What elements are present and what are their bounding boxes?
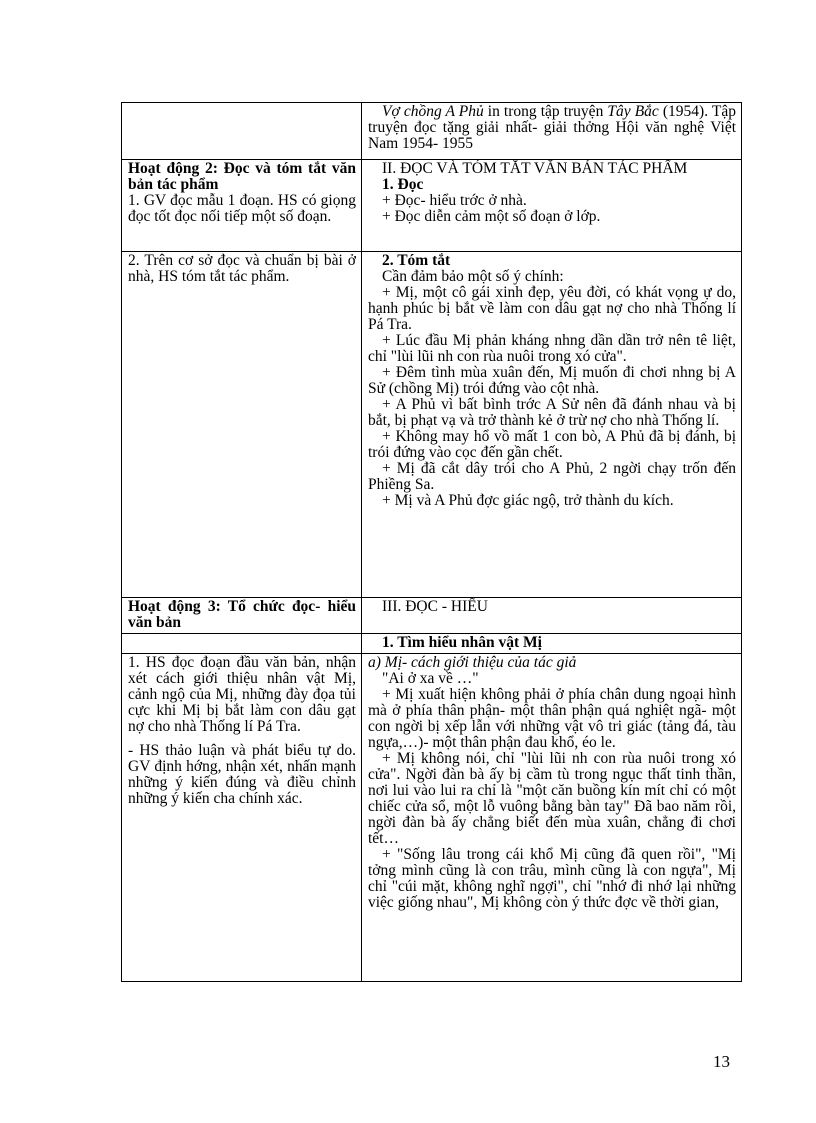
activity-3-title: Hoạt động 3: Tổ chức đọc- hiểu văn bản	[128, 598, 356, 631]
character-subheading: 1. Tìm hiểu nhân vật Mị	[382, 634, 542, 651]
row4-left-cell	[122, 598, 362, 634]
page-number: 13	[713, 1052, 730, 1071]
row1-right-cell	[362, 103, 742, 160]
summary-subheading: 2. Tóm tắt	[382, 252, 451, 269]
list-item: + Lúc đầu Mị phản kháng nhng dần dần trở nên tê liệt, chỉ "lùi lũi nh con rùa nuôi trong xó cửa".	[368, 332, 736, 365]
work-title: Vợ chồng A Phủ	[382, 103, 484, 120]
table-row	[122, 103, 742, 160]
list-item: + "Sống lâu trong cái khổ Mị cũng đã quen rồi", "Mị tởng mình cũng là con trâu, mình cũng là con ngựa", Mị chỉ "cúi mặt, không nghĩ ngợi", chỉ "nhớ đi nhớ lại những việc giống nhau", Mị không còn ý thức đợc về thời gian,	[368, 846, 736, 911]
table-row	[122, 160, 742, 252]
row2-right-cell	[362, 160, 742, 252]
table-row	[122, 252, 742, 598]
row1-left-cell	[122, 103, 362, 160]
table-row	[122, 654, 742, 982]
row6-right-cell	[362, 654, 742, 982]
list-item: + Mị không nói, chỉ "lùi lũi nh con rùa nuôi trong xó cửa". Ngời đàn bà ấy bị cầm tù trong ngục thất tinh thần, nơi lui vào lui ra chỉ là "một căn buồng kín mít chỉ có một chiếc cửa sổ, một lỗ vuông bằng bàn tay" Đã bao năm rồi, ngời đàn bà ấy chẳng biết đến mùa xuân, chẳng đi chơi tết…	[368, 750, 736, 847]
intro-text-2: (1954). Tập truyện đọc tặng giải nhất- giải thởng Hội văn nghệ Việt Nam 1954- 1955	[368, 103, 736, 152]
row3-left-cell	[122, 252, 362, 598]
reading-subheading: 1. Đọc	[382, 176, 424, 193]
intro-text-1: in trong tập truyện	[483, 103, 608, 120]
list-item: + Mị và A Phủ đợc giác ngộ, trở thành du kích.	[382, 492, 674, 509]
list-item: + Không may hổ vồ mất 1 con bò, A Phủ đã bị đánh, bị trói đứng vào cọc đến gần chết.	[368, 428, 736, 461]
quote-line: "Ai ở xa về …"	[382, 670, 479, 687]
list-item: + A Phủ vì bất bình trớc A Sử nên đã đánh nhau và bị bắt, bị phạt vạ và trở thành kẻ ở trừ nợ cho nhà Thống lí.	[368, 396, 736, 429]
list-item: + Đọc diễn cảm một số đoạn ở lớp.	[382, 208, 601, 225]
row5-left-cell	[122, 634, 362, 654]
row4-right-cell	[362, 598, 742, 634]
list-item: + Mị xuất hiện không phải ở phía chân dung ngoại hình mà ở phía thân phận- một thân phận quá nghiệt ngã- một con ngời bị xếp lẫn với những vật vô tri giác (tảng đá, tàu ngựa,…)- một thân phận đau khổ, éo le.	[368, 686, 736, 751]
activity-3-task-1: 1. HS đọc đoạn đầu văn bản, nhận xét cách giới thiệu nhân vật Mị, cảnh ngộ của Mị, những đày đọa tủi cực khi Mị bị bắt làm con dâu gạt nợ cho nhà Thống lí Pá Tra.	[128, 654, 356, 735]
row3-right-cell	[362, 252, 742, 598]
section-2-heading: II. ĐỌC VÀ TÓM TẮT VĂN BẢN TÁC PHẨM	[382, 160, 688, 177]
row2-left-cell	[122, 160, 362, 252]
list-item: + Đêm tình mùa xuân đến, Mị muốn đi chơi nhng bị A Sử (chồng Mị) trói đứng vào cột nhà.	[368, 364, 736, 397]
activity-2-text: 1. GV đọc mẫu 1 đoạn. HS có giọng đọc tốt đọc nối tiếp một số đoạn.	[128, 192, 356, 225]
activity-3-task-2: - HS thảo luận và phát biểu tự do. GV định hớng, nhận xét, nhấn mạnh những ý kiến đúng và điều chỉnh những ý kiến cha chính xác.	[128, 742, 356, 807]
table-row	[122, 634, 742, 654]
table-row	[122, 598, 742, 634]
list-item: + Mị, một cô gái xinh đẹp, yêu đời, có khát vọng ự do, hạnh phúc bị bắt về làm con dâu gạt nợ cho nhà Thống lí Pá Tra.	[368, 284, 736, 333]
activity-2-title: Hoạt động 2: Đọc và tóm tắt văn bản tác phẩm	[128, 160, 356, 193]
summary-task-text: 2. Trên cơ sở đọc và chuẩn bị bài ở nhà, HS tóm tắt tác phẩm.	[128, 252, 356, 285]
list-item: + Mị đã cắt dây trói cho A Phủ, 2 ngời chạy trốn đến Phiềng Sa.	[368, 460, 736, 493]
section-a-heading: a) Mị- cách giới thiệu của tác giả	[368, 654, 577, 671]
list-item: + Đọc- hiểu trớc ở nhà.	[382, 192, 527, 209]
row6-left-cell	[122, 654, 362, 982]
summary-intro: Cần đảm bảo một số ý chính:	[382, 268, 564, 285]
collection-title: Tây Bắc	[607, 103, 659, 120]
lesson-table	[121, 102, 742, 982]
section-3-heading: III. ĐỌC - HIỂU	[382, 598, 488, 615]
row5-right-cell	[362, 634, 742, 654]
